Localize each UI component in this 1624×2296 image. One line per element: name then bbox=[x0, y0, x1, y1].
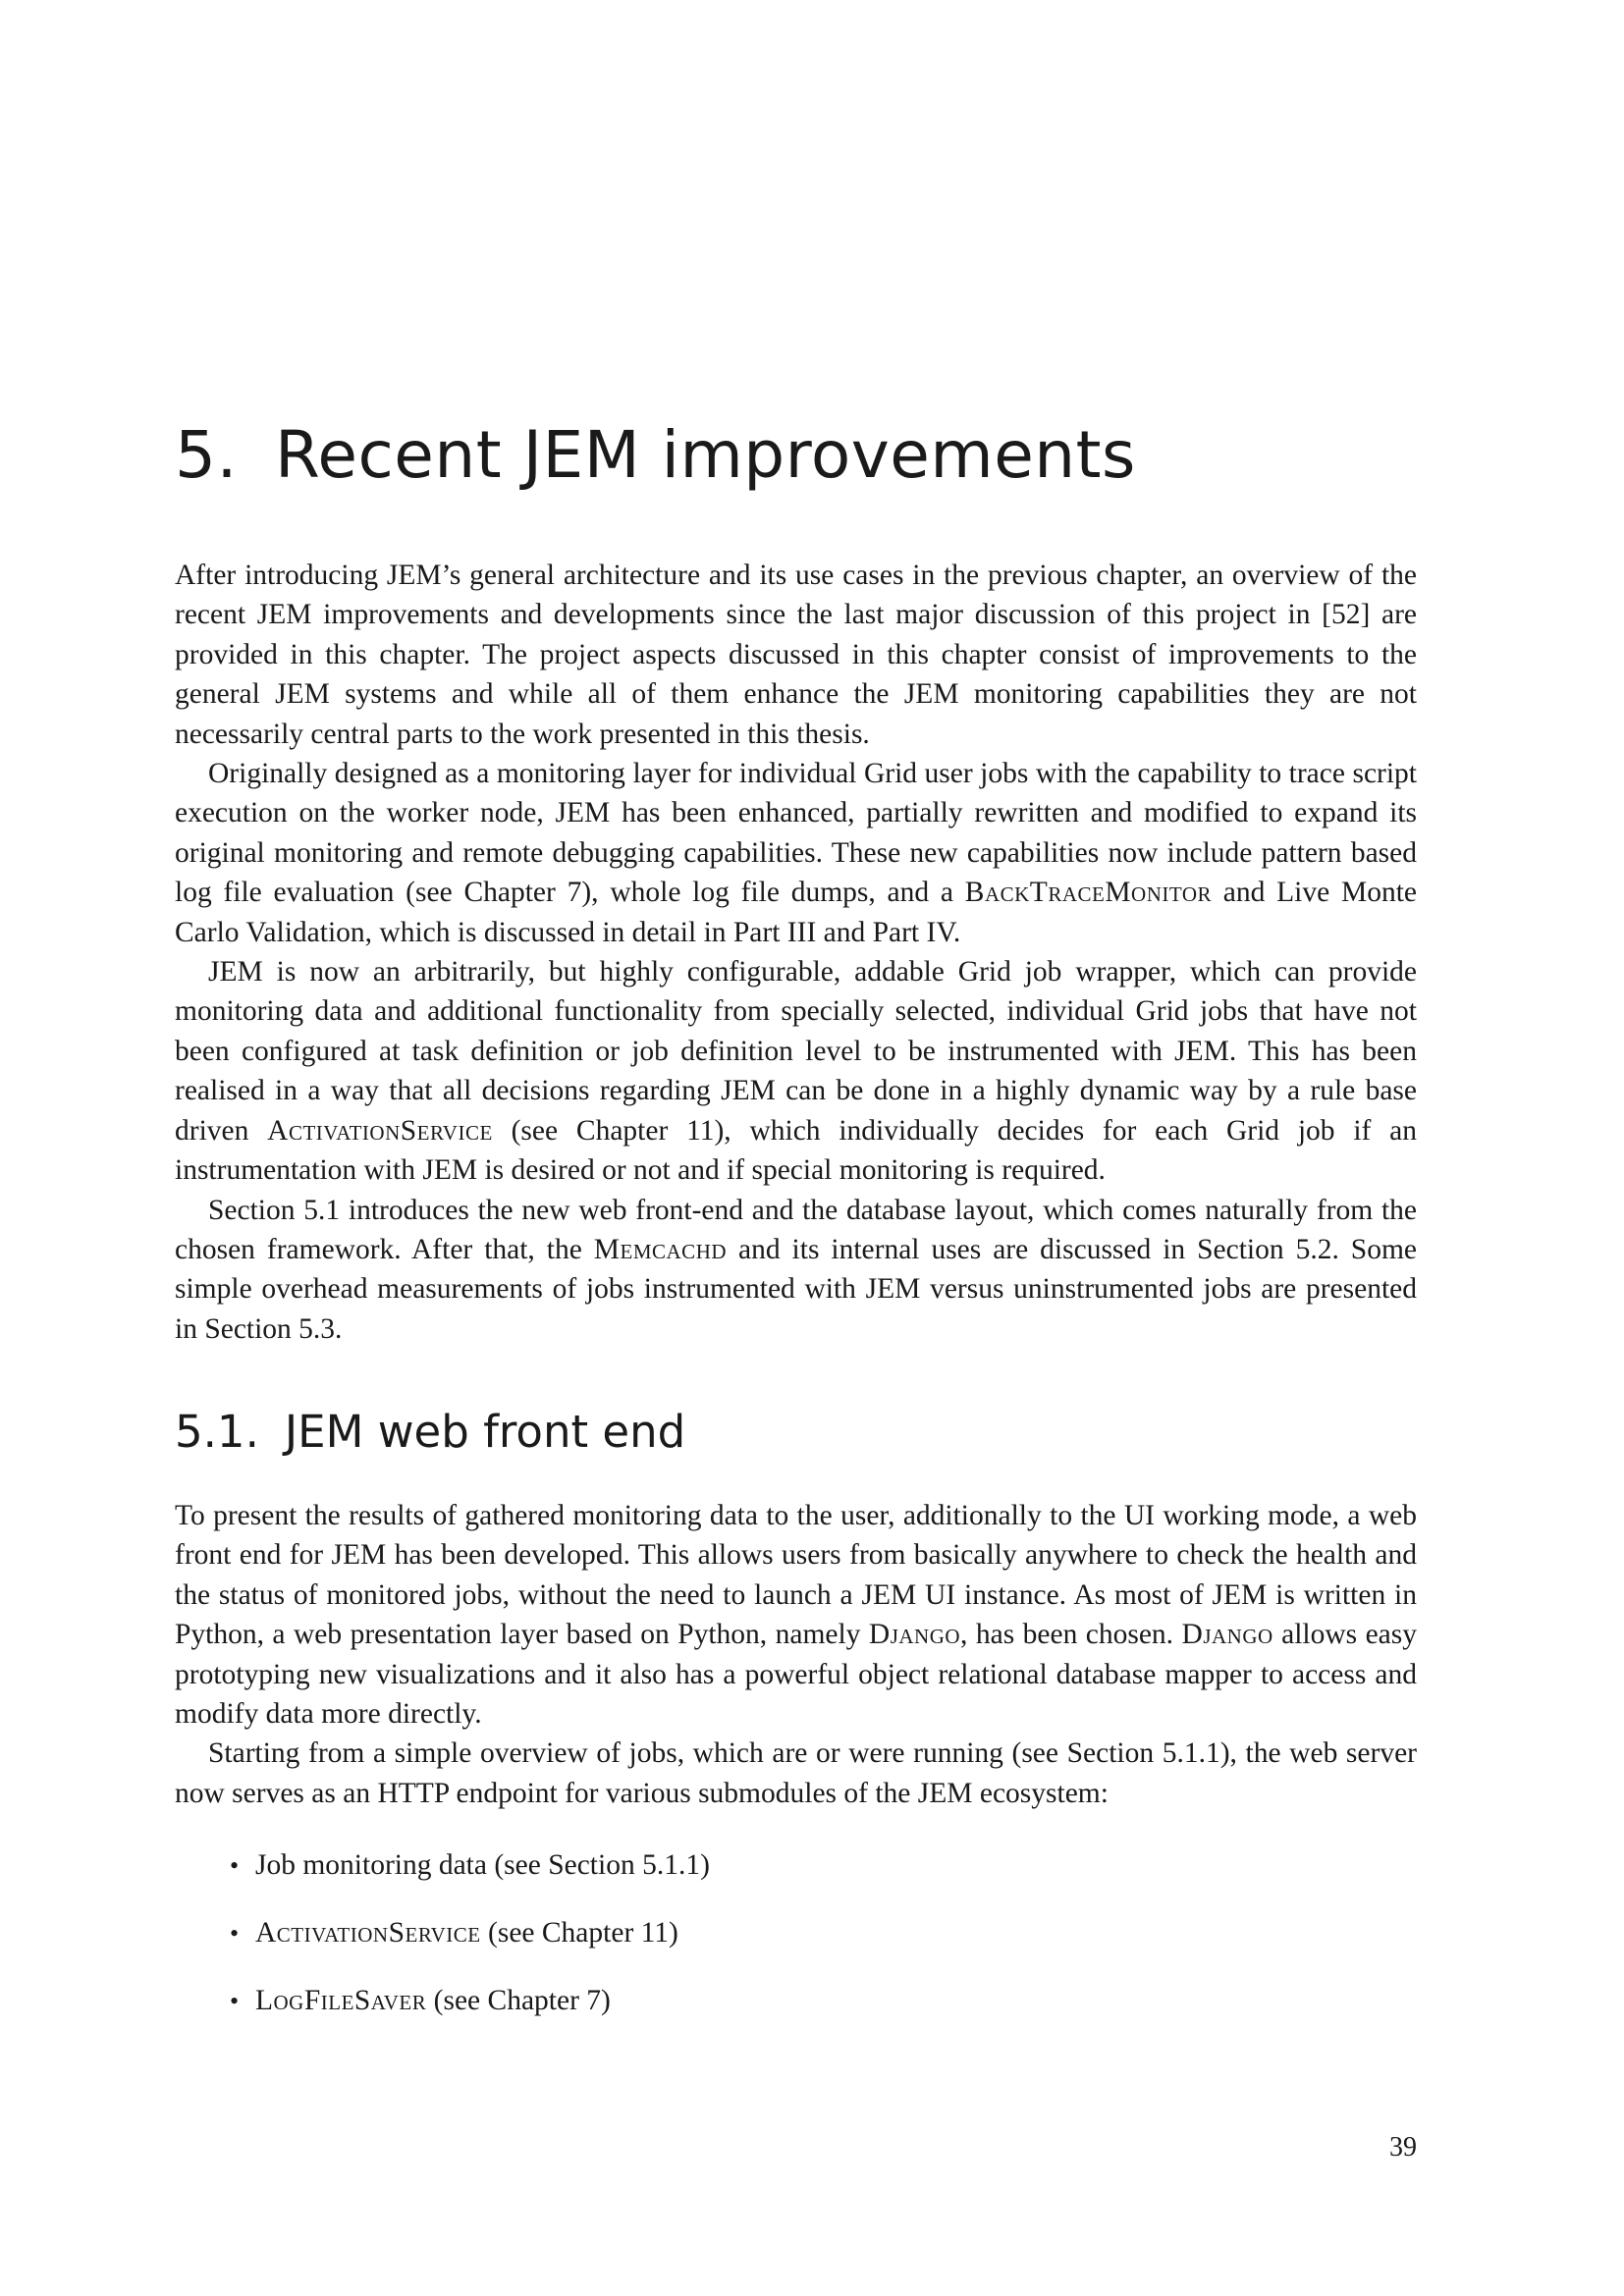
submodule-list bbox=[230, 1845, 710, 2049]
text-run: Section 5.1 introduces the new web front-end and the database layout, which comes naturally from the chosen framework. After that, the bbox=[175, 1194, 1417, 1265]
text-run: To present the results of gathered monitoring data to the user, additionally to the UI working mode, a web front end for JEM has been developed. This allows users from basically anywhere to check the health and the status of monitored jobs, without the need to launch a JEM UI instance. As most of JEM is written in Python, a web presentation layer based on Python, namely bbox=[175, 1500, 1417, 1651]
django-term: Django bbox=[868, 1619, 961, 1651]
page-number: 39 bbox=[1389, 2132, 1417, 2163]
section-number: 5.1. bbox=[175, 1406, 259, 1458]
text-run: (see Chapter 11), which individually decides for each Grid job if an instrumentation with JEM is desired or not and if special monitoring is required. bbox=[175, 1114, 1417, 1187]
text-run: allows easy prototyping new visualizations and it also has a powerful object relational database mapper to access and modify data more directly. bbox=[175, 1619, 1417, 1731]
text-run: and Live Monte Carlo Validation, which is discussed in detail in Part III and Part IV. bbox=[175, 877, 1417, 948]
chapter-title-text: Recent JEM improvements bbox=[274, 417, 1136, 493]
intro-paragraph-2 bbox=[175, 754, 1417, 952]
bullet-icon: • bbox=[230, 1851, 240, 1880]
chapter-title bbox=[175, 417, 1136, 493]
page bbox=[175, 0, 1417, 2296]
text-run: and its internal uses are discussed in Section 5.2. Some simple overhead measurements of jobs instrumented with JEM versus uninstrumented jobs are presented in Section 5.3. bbox=[175, 1233, 1417, 1345]
section-paragraph-2: Starting from a simple overview of jobs, which are or were running (see Section 5.1.1), the web server now serves as an HTTP endpoint for various submodules of the JEM ecosystem: bbox=[175, 1737, 1417, 1809]
backtracemonitor-term: BackTraceMonitor bbox=[964, 877, 1212, 909]
list-item bbox=[230, 1913, 710, 1953]
bullet-icon: • bbox=[230, 1987, 240, 2015]
section-title-text: JEM web front end bbox=[284, 1406, 686, 1458]
text-run: Originally designed as a monitoring layer for individual Grid user jobs with the capability to trace script execution on the worker node, JEM has been enhanced, partially rewritten and modified to expand its original monitoring and remote debugging capabilities. These new capabilities now include pattern based log file evaluation (see Chapter 7), whole log file dumps, and a bbox=[175, 758, 1417, 909]
chapter-intro bbox=[175, 556, 1417, 1349]
intro-paragraph-3 bbox=[175, 952, 1417, 1190]
activationservice-term: ActivationService bbox=[255, 1917, 481, 1949]
text-run: , has been chosen. bbox=[960, 1619, 1182, 1651]
section-paragraph-1 bbox=[175, 1496, 1417, 1734]
chapter-number: 5. bbox=[175, 417, 238, 493]
bullet-icon: • bbox=[230, 1919, 240, 1948]
activationservice-term: ActivationService bbox=[267, 1114, 493, 1147]
list-item bbox=[230, 1981, 710, 2021]
section-title bbox=[175, 1406, 685, 1458]
memcachd-term: Memcachd bbox=[593, 1233, 728, 1265]
django-term: Django bbox=[1181, 1619, 1273, 1651]
section-body bbox=[175, 1496, 1417, 1813]
intro-paragraph-4 bbox=[175, 1191, 1417, 1350]
text-run: JEM is now an arbitrarily, but highly configurable, addable Grid job wrapper, which can provide monitoring data and additional functionality from specially selected, individual Grid jobs that have not been configured at task definition or job definition level to be instrumented with JEM. This has been realised in a way that all decisions regarding JEM can be done in a highly dynamic way by a rule base driven bbox=[175, 956, 1417, 1147]
intro-paragraph-1: After introducing JEM’s general architecture and its use cases in the previous chapter, an overview of the recent JEM improvements and developments since the last major discussion of this project in [52] are provided in this chapter. The project aspects discussed in this chapter consist of improvements to the general JEM systems and while all of them enhance the JEM monitoring capabilities they are not necessarily central parts to the work presented in this thesis. bbox=[175, 560, 1417, 750]
list-item-text: (see Chapter 7) bbox=[426, 1985, 611, 2016]
list-item-text: Job monitoring data (see Section 5.1.1) bbox=[255, 1849, 710, 1881]
logfilesaver-term: LogFileSaver bbox=[255, 1985, 427, 2016]
list-item-text: (see Chapter 11) bbox=[480, 1917, 678, 1949]
list-item bbox=[230, 1845, 710, 1886]
